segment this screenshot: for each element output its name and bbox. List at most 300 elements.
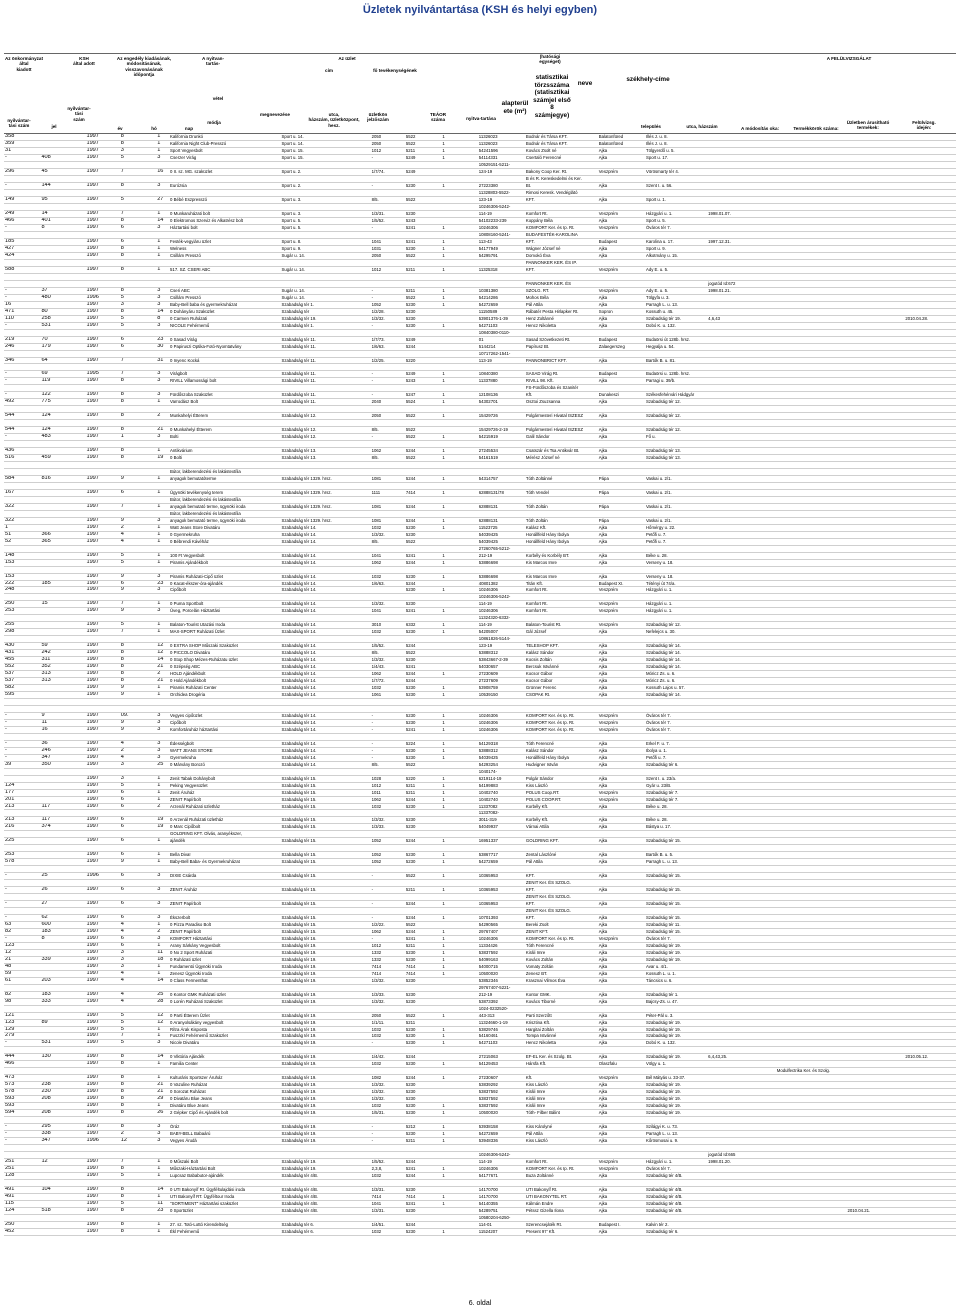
table-cell — [846, 998, 904, 1005]
table-cell: 5524 — [405, 399, 441, 406]
table-cell — [904, 789, 956, 796]
table-cell — [904, 1138, 956, 1145]
table-cell: Óváros tér 7. — [645, 712, 707, 719]
table-cell: Pál Attila — [525, 301, 598, 308]
table-cell — [776, 726, 847, 733]
table-cell: 1997 — [85, 1089, 119, 1096]
table-cell: 1041 — [371, 1200, 405, 1207]
table-cell — [405, 845, 441, 852]
table-cell: Szabadság tér 19. — [281, 991, 360, 998]
table-cell: 117 — [40, 803, 85, 810]
table-cell: 258 — [40, 315, 85, 322]
table-cell: 10246306 — [478, 608, 525, 615]
table-row — [4, 280, 956, 287]
table-cell: 5230 — [405, 211, 441, 218]
table-cell — [360, 991, 371, 998]
table-cell — [776, 1207, 847, 1214]
table-row — [4, 789, 956, 796]
table-cell — [904, 385, 956, 392]
table-cell: Veszprém — [598, 622, 645, 629]
table-cell — [441, 1221, 477, 1228]
table-cell: Fundamentó Ügynöki Iroda — [169, 963, 280, 970]
table-cell: 1/3/32. — [371, 1089, 405, 1096]
table-cell: 3 — [156, 873, 169, 880]
table-cell — [846, 664, 904, 671]
table-cell — [360, 657, 371, 664]
table-cell — [441, 845, 477, 852]
table-row — [4, 1172, 956, 1179]
table-cell — [371, 566, 405, 573]
header-cell: cím — [325, 68, 333, 73]
table-cell: Szabadság tér 19. — [281, 949, 360, 956]
table-cell: 124 — [40, 413, 85, 420]
table-cell: 5244 — [405, 343, 441, 350]
table-cell — [405, 768, 441, 775]
table-cell — [360, 754, 371, 761]
table-cell — [85, 545, 119, 552]
table-cell — [169, 594, 280, 601]
table-cell: 1997 — [85, 538, 119, 545]
table-cell: 600 — [40, 921, 85, 928]
table-cell: Komfort Rt. — [525, 1158, 598, 1165]
table-cell — [598, 1068, 645, 1075]
table-cell — [707, 705, 776, 712]
header-cell: vétel — [212, 96, 224, 101]
table-cell: 1041 — [371, 239, 405, 246]
table-cell: 29767407-5221- — [478, 984, 525, 991]
table-cell — [360, 413, 371, 420]
table-cell: Szabadság tér 15. — [645, 928, 707, 935]
table-cell: 5 — [120, 1172, 156, 1179]
table-cell — [776, 538, 847, 545]
table-cell: Szabadság tér 14. — [281, 552, 360, 559]
table-row — [4, 1054, 956, 1061]
table-cell — [707, 545, 776, 552]
table-cell: 9 — [120, 726, 156, 733]
table-cell — [904, 678, 956, 685]
table-cell — [156, 866, 169, 873]
table-cell — [645, 1117, 707, 1124]
table-cell: 9 — [40, 712, 85, 719]
table-cell — [525, 845, 598, 852]
table-cell: 7 — [120, 503, 156, 510]
table-cell: Szabadság tér 4/B. — [645, 1193, 707, 1200]
table-cell — [904, 1124, 956, 1131]
table-cell: Szabadság tér 14. — [281, 608, 360, 615]
table-cell: 5244 — [405, 559, 441, 566]
table-cell — [645, 1151, 707, 1158]
table-cell: 1997 — [85, 475, 119, 482]
table-cell: Budaörsi út 128b. hrsz. — [645, 336, 707, 343]
table-cell — [40, 705, 85, 712]
table-cell: 8 — [120, 1110, 156, 1117]
table-cell — [169, 420, 280, 427]
table-cell: 1 — [441, 1131, 477, 1138]
table-row — [4, 266, 956, 273]
table-row — [4, 1068, 956, 1075]
table-cell: 1 — [156, 538, 169, 545]
table-cell: 2 — [156, 671, 169, 678]
table-cell — [645, 1047, 707, 1054]
table-cell — [776, 636, 847, 643]
table-cell — [776, 928, 847, 935]
table-cell — [776, 698, 847, 705]
table-cell — [707, 601, 776, 608]
table-row — [4, 371, 956, 378]
table-cell: 1/1/11. — [371, 1019, 405, 1026]
table-cell — [40, 1075, 85, 1082]
table-cell: 1 — [441, 455, 477, 462]
table-cell: 113-19 — [478, 357, 525, 364]
table-cell — [707, 671, 776, 678]
table-cell — [405, 462, 441, 469]
table-cell: 0 Műszaki Bolt — [169, 1158, 280, 1165]
table-cell: 816 — [40, 475, 85, 482]
table-cell: Antikvárium — [169, 448, 280, 455]
table-cell: UTI Bakonyíf Rt. — [525, 1186, 598, 1193]
table-cell: Szabadság tér 19. — [281, 315, 360, 322]
table-cell: 1/3/31. — [371, 1186, 405, 1193]
table-cell: 1 — [156, 838, 169, 845]
table-cell — [281, 496, 360, 503]
header-cell: nap — [184, 126, 194, 131]
table-cell — [707, 1200, 776, 1207]
table-cell — [405, 908, 441, 915]
table-cell: Tóth Ferencné — [525, 740, 598, 747]
table-cell — [707, 225, 776, 232]
table-cell: Hencz Nikoletta — [525, 1040, 598, 1047]
table-cell: Komfort Rt. — [525, 608, 598, 615]
table-cell — [405, 259, 441, 266]
table-cell: 16 — [4, 301, 40, 308]
table-cell — [846, 469, 904, 476]
table-cell: 0 Bébé Eszpresszó — [169, 197, 280, 204]
table-cell — [405, 176, 441, 183]
table-cell: - — [4, 392, 40, 399]
table-cell — [904, 963, 956, 970]
table-cell: 3 — [156, 1040, 169, 1047]
table-cell — [776, 1005, 847, 1012]
table-cell: 1 — [441, 608, 477, 615]
table-cell — [360, 915, 371, 922]
table-cell: Ajka — [598, 1124, 645, 1131]
table-cell: 45 — [40, 169, 85, 176]
table-cell: 10246306-5242- — [478, 594, 525, 601]
table-cell: Eurózsia — [169, 183, 280, 190]
table-cell: 5211 — [405, 266, 441, 273]
table-cell: Mohos Béla — [525, 294, 598, 301]
table-cell: 1/3/32. — [371, 998, 405, 1005]
table-cell: 5230 — [405, 692, 441, 699]
table-cell: 8 — [120, 134, 156, 141]
table-cell — [360, 455, 371, 462]
table-row — [4, 636, 956, 643]
table-cell: 4 — [120, 531, 156, 538]
table-cell — [360, 322, 371, 329]
table-cell: Veszprém — [598, 169, 645, 176]
table-cell — [156, 329, 169, 336]
table-cell — [120, 1005, 156, 1012]
table-cell — [846, 287, 904, 294]
table-cell: Szabadság tér 14. — [281, 740, 360, 747]
table-cell — [4, 775, 40, 782]
table-cell — [776, 901, 847, 908]
table-cell: 11324660-1-19 — [478, 1019, 525, 1026]
table-cell: 185 — [4, 239, 40, 246]
table-cell — [904, 768, 956, 775]
table-cell: 6 — [120, 796, 156, 803]
table-cell — [904, 671, 956, 678]
table-row — [4, 343, 956, 350]
table-cell — [707, 643, 776, 650]
table-cell: 3 — [156, 294, 169, 301]
table-cell: 7 — [120, 1158, 156, 1165]
table-cell — [846, 392, 904, 399]
table-cell: Kontor GMK. — [525, 991, 598, 998]
table-cell: 1 — [156, 789, 169, 796]
table-cell — [360, 232, 371, 239]
table-cell — [120, 894, 156, 901]
table-cell: 5241 — [405, 726, 441, 733]
table-cell: Tóth Zoltán — [525, 517, 598, 524]
table-cell — [4, 329, 40, 336]
table-cell: 1 — [156, 475, 169, 482]
table-cell — [525, 615, 598, 622]
table-cell — [776, 1082, 847, 1089]
table-cell: 122 — [40, 392, 85, 399]
table-row — [4, 1117, 956, 1124]
table-cell — [371, 259, 405, 266]
table-row — [4, 587, 956, 594]
table-cell — [525, 420, 598, 427]
table-cell: 53837592 — [478, 949, 525, 956]
table-cell — [707, 1061, 776, 1068]
table-cell: Sport u. 5. — [281, 225, 360, 232]
table-row — [4, 880, 956, 887]
table-cell: Sport u. 8. — [281, 239, 360, 246]
table-cell: 8 — [120, 252, 156, 259]
table-cell — [156, 1005, 169, 1012]
table-cell: 212-19 — [478, 991, 525, 998]
table-cell — [360, 970, 371, 977]
table-cell — [360, 622, 371, 629]
table-cell — [4, 406, 40, 413]
table-cell: 82 — [4, 928, 40, 935]
table-cell — [904, 1068, 956, 1075]
table-cell — [904, 524, 956, 531]
table-cell: 1 — [441, 252, 477, 259]
table-cell: 0 Inyenc Kocká — [169, 357, 280, 364]
table-cell — [371, 1068, 405, 1075]
table-cell — [525, 1179, 598, 1186]
table-cell: 1/3/32. — [371, 977, 405, 984]
table-cell: 1 — [156, 503, 169, 510]
table-cell: 1/3/32. — [371, 817, 405, 824]
table-cell — [904, 371, 956, 378]
table-cell: 1997 — [85, 712, 119, 719]
table-cell: 5230 — [405, 573, 441, 580]
table-cell: Szabadság tér 15. — [281, 775, 360, 782]
table-cell: 1/3/32. — [371, 315, 405, 322]
table-cell — [846, 1228, 904, 1235]
table-cell: 1 — [441, 301, 477, 308]
table-cell — [4, 162, 40, 169]
table-cell — [120, 329, 156, 336]
table-cell — [776, 1228, 847, 1235]
table-cell: 149 — [4, 197, 40, 204]
table-cell — [707, 252, 776, 259]
table-cell — [405, 866, 441, 873]
table-cell — [405, 1005, 441, 1012]
table-cell: 1 — [441, 754, 477, 761]
table-cell: Ajka — [598, 998, 645, 1005]
table-cell: 121 — [4, 1012, 40, 1019]
table-cell — [904, 392, 956, 399]
table-cell — [776, 664, 847, 671]
table-cell — [441, 1117, 477, 1124]
table-cell — [85, 845, 119, 852]
table-cell — [904, 482, 956, 489]
table-cell: 1 — [156, 692, 169, 699]
table-cell: Szent I. u. 56. — [645, 183, 707, 190]
table-cell — [4, 768, 40, 775]
table-cell — [40, 406, 85, 413]
table-cell — [156, 636, 169, 643]
table-cell: - — [4, 322, 40, 329]
table-cell: 70 — [40, 336, 85, 343]
table-cell — [441, 678, 477, 685]
table-cell: 1 — [156, 246, 169, 253]
table-cell: 5 — [120, 1026, 156, 1033]
table-cell: 14 — [156, 218, 169, 225]
table-cell — [120, 1047, 156, 1054]
table-cell — [478, 1068, 525, 1075]
table-cell — [281, 280, 360, 287]
table-cell: Zalaegerszeg — [598, 343, 645, 350]
table-cell — [846, 810, 904, 817]
table-cell: 1 — [441, 692, 477, 699]
table-cell — [707, 378, 776, 385]
table-row — [4, 448, 956, 455]
table-cell — [40, 942, 85, 949]
table-cell — [281, 364, 360, 371]
table-cell — [441, 1096, 477, 1103]
table-cell: 1997 — [85, 789, 119, 796]
table-cell: 3 — [156, 901, 169, 908]
table-cell — [4, 1151, 40, 1158]
table-cell: - — [4, 225, 40, 232]
table-cell: 80 — [40, 308, 85, 315]
table-cell — [169, 176, 280, 183]
table-cell: Szabadság tér 15. — [281, 915, 360, 922]
table-cell: Szabadság tér 13. — [281, 455, 360, 462]
table-cell — [904, 622, 956, 629]
table-cell: Szabadság tér 19. — [281, 977, 360, 984]
table-cell — [904, 343, 956, 350]
table-cell: Szabadság tér 4/B. — [281, 1172, 360, 1179]
table-cell — [846, 705, 904, 712]
table-cell: 64 — [40, 357, 85, 364]
table-cell: UTI BAKONYTEL RT. — [525, 1193, 598, 1200]
table-cell — [441, 643, 477, 650]
table-cell: 10246306 — [478, 935, 525, 942]
table-cell — [40, 496, 85, 503]
table-cell — [776, 1172, 847, 1179]
table-cell: 5230 — [405, 322, 441, 329]
table-cell — [4, 866, 40, 873]
table-cell: KFT. — [525, 887, 598, 894]
table-cell: Szabadság tér 15. — [281, 928, 360, 935]
table-cell: 1997 — [85, 1186, 119, 1193]
table-cell — [120, 566, 156, 573]
table-cell — [525, 705, 598, 712]
table-cell — [846, 294, 904, 301]
table-cell — [776, 413, 847, 420]
table-cell: Házgyári u. 1. — [645, 601, 707, 608]
table-cell: 53938158 — [478, 1124, 525, 1131]
table-cell: 1997 — [85, 301, 119, 308]
table-cell — [360, 1047, 371, 1054]
table-cell — [156, 810, 169, 817]
table-cell: 1997 — [85, 963, 119, 970]
table-cell — [4, 350, 40, 357]
table-cell: 1 — [441, 852, 477, 859]
table-cell — [846, 232, 904, 239]
table-cell — [904, 1019, 956, 1026]
table-cell — [598, 510, 645, 517]
table-cell: jogutód Id:672 — [707, 280, 776, 287]
header-cell: üzletkön jelzőszám — [367, 112, 389, 123]
table-cell — [169, 768, 280, 775]
table-cell — [40, 1033, 85, 1040]
table-cell: Táncsics u. 6. — [645, 977, 707, 984]
table-row — [4, 671, 956, 678]
table-cell — [904, 155, 956, 162]
table-cell: Fő u. — [645, 434, 707, 441]
table-cell: - — [371, 719, 405, 726]
table-row — [4, 657, 956, 664]
table-cell: Szabadság tér 19. — [645, 1082, 707, 1089]
table-cell — [776, 343, 847, 350]
table-cell: Kossuth u. 45. — [645, 308, 707, 315]
table-cell: 1 — [441, 726, 477, 733]
table-cell — [846, 754, 904, 761]
table-cell — [4, 176, 40, 183]
table-cell: 129 — [4, 1026, 40, 1033]
table-cell: 246 — [4, 343, 40, 350]
table-cell — [281, 273, 360, 280]
table-cell — [85, 866, 119, 873]
table-cell: 573 — [4, 1082, 40, 1089]
table-cell: Szabadság tér 19. — [281, 1054, 360, 1061]
table-cell: RIVILL Villamossági bolt — [169, 378, 280, 385]
table-cell: Budapest — [598, 371, 645, 378]
table-cell — [846, 204, 904, 211]
table-cell — [776, 733, 847, 740]
table-cell: Szabadság tér 19. — [281, 1040, 360, 1047]
table-cell — [846, 692, 904, 699]
table-cell — [360, 1033, 371, 1040]
table-cell: 552 — [4, 664, 40, 671]
table-cell: 2050 — [371, 252, 405, 259]
table-cell — [904, 615, 956, 622]
table-cell — [904, 977, 956, 984]
table-cell — [846, 1110, 904, 1117]
table-cell — [846, 190, 904, 197]
table-cell — [525, 636, 598, 643]
table-cell — [846, 350, 904, 357]
table-cell: 3 — [156, 887, 169, 894]
